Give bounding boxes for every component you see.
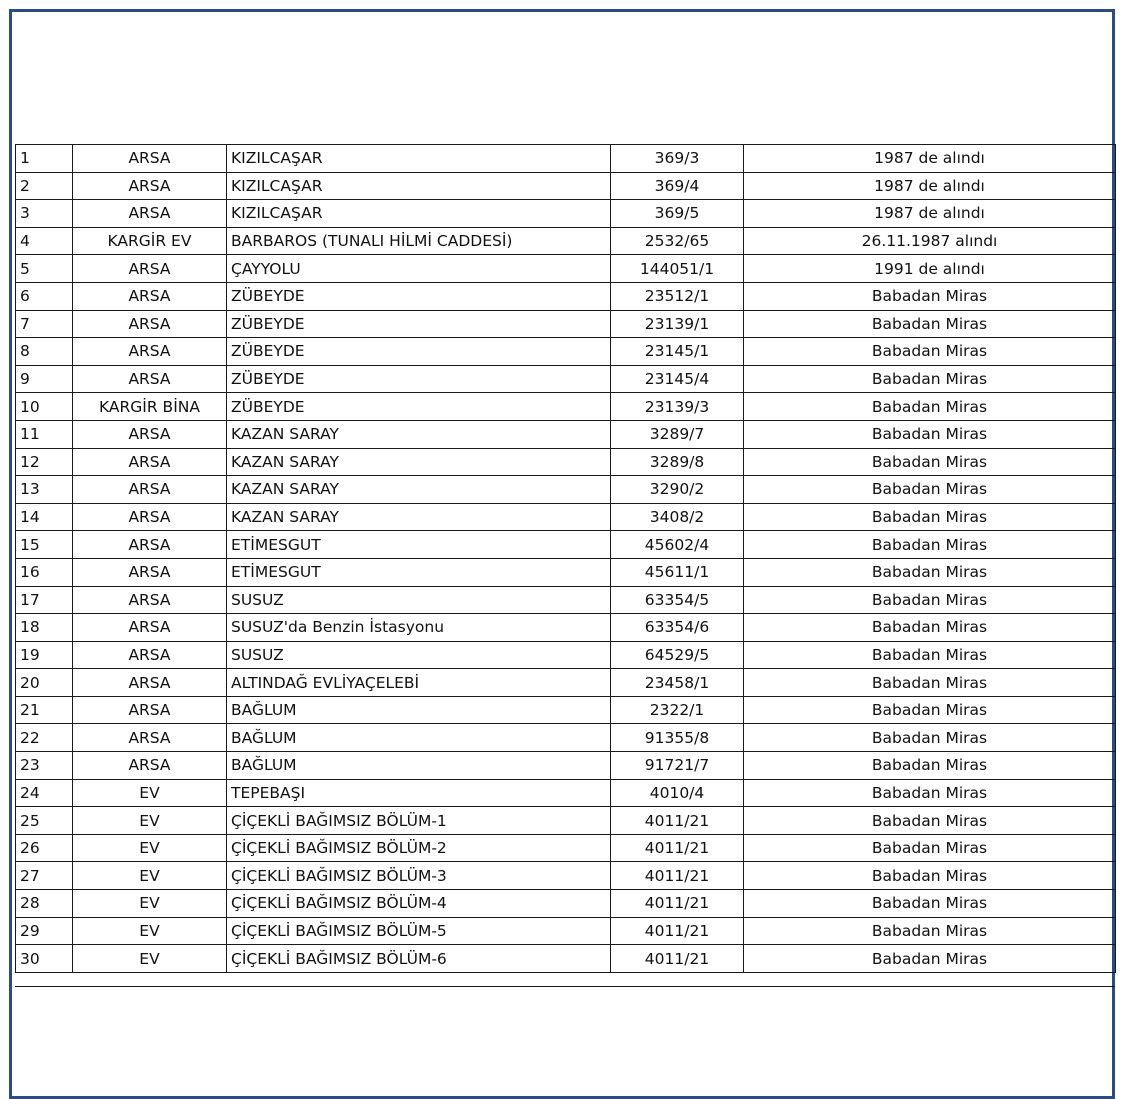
acquisition-note-cell: Babadan Miras <box>744 393 1116 421</box>
table-row <box>16 807 1116 835</box>
property-type-cell: ARSA <box>73 669 227 697</box>
row-number-cell: 15 <box>16 531 73 559</box>
parcel-number-cell: 4011/21 <box>611 807 744 835</box>
property-type-cell: EV <box>73 917 227 945</box>
row-number-cell: 19 <box>16 641 73 669</box>
acquisition-note-cell: Babadan Miras <box>744 917 1116 945</box>
parcel-number-cell: 4010/4 <box>611 779 744 807</box>
table-row <box>16 531 1116 559</box>
parcel-number-cell: 3289/8 <box>611 448 744 476</box>
property-type-cell: ARSA <box>73 338 227 366</box>
property-type-cell: EV <box>73 779 227 807</box>
table-row <box>16 393 1116 421</box>
location-cell: ETİMESGUT <box>227 558 611 586</box>
property-type-cell: ARSA <box>73 586 227 614</box>
table-row <box>16 338 1116 366</box>
parcel-number-cell: 369/3 <box>611 145 744 173</box>
location-cell: SUSUZ'da Benzin İstasyonu <box>227 614 611 642</box>
acquisition-note-cell: Babadan Miras <box>744 890 1116 918</box>
acquisition-note-cell: Babadan Miras <box>744 420 1116 448</box>
parcel-number-cell: 4011/21 <box>611 917 744 945</box>
row-number-cell: 28 <box>16 890 73 918</box>
acquisition-note-cell: Babadan Miras <box>744 696 1116 724</box>
location-cell: ETİMESGUT <box>227 531 611 559</box>
table-row <box>16 227 1116 255</box>
table-row <box>16 200 1116 228</box>
row-number-cell: 4 <box>16 227 73 255</box>
location-cell: KAZAN SARAY <box>227 476 611 504</box>
document-page <box>9 9 1115 1099</box>
acquisition-note-cell: 1987 de alındı <box>744 200 1116 228</box>
location-cell: BAĞLUM <box>227 724 611 752</box>
property-type-cell: KARGİR BİNA <box>73 393 227 421</box>
acquisition-note-cell: Babadan Miras <box>744 586 1116 614</box>
acquisition-note-cell: Babadan Miras <box>744 945 1116 973</box>
table-row <box>16 145 1116 173</box>
table-row <box>16 255 1116 283</box>
parcel-number-cell: 23512/1 <box>611 282 744 310</box>
row-number-cell: 11 <box>16 420 73 448</box>
acquisition-note-cell: Babadan Miras <box>744 779 1116 807</box>
table-row <box>16 310 1116 338</box>
location-cell: KAZAN SARAY <box>227 420 611 448</box>
parcel-number-cell: 369/4 <box>611 172 744 200</box>
acquisition-note-cell: Babadan Miras <box>744 614 1116 642</box>
parcel-number-cell: 91355/8 <box>611 724 744 752</box>
location-cell: BARBAROS (TUNALI HİLMİ CADDESİ) <box>227 227 611 255</box>
location-cell: ZÜBEYDE <box>227 282 611 310</box>
row-number-cell: 25 <box>16 807 73 835</box>
table-row <box>16 614 1116 642</box>
table-row <box>16 669 1116 697</box>
parcel-number-cell: 369/5 <box>611 200 744 228</box>
acquisition-note-cell: Babadan Miras <box>744 669 1116 697</box>
location-cell: ÇİÇEKLİ BAĞIMSIZ BÖLÜM-3 <box>227 862 611 890</box>
table-row <box>16 503 1116 531</box>
location-cell: ZÜBEYDE <box>227 310 611 338</box>
acquisition-note-cell: Babadan Miras <box>744 503 1116 531</box>
row-number-cell: 2 <box>16 172 73 200</box>
acquisition-note-cell: Babadan Miras <box>744 476 1116 504</box>
row-number-cell: 23 <box>16 752 73 780</box>
row-number-cell: 3 <box>16 200 73 228</box>
parcel-number-cell: 91721/7 <box>611 752 744 780</box>
parcel-number-cell: 4011/21 <box>611 834 744 862</box>
acquisition-note-cell: Babadan Miras <box>744 558 1116 586</box>
location-cell: ZÜBEYDE <box>227 393 611 421</box>
table-row <box>16 862 1116 890</box>
acquisition-note-cell: 26.11.1987 alındı <box>744 227 1116 255</box>
property-type-cell: ARSA <box>73 420 227 448</box>
property-type-cell: EV <box>73 890 227 918</box>
parcel-number-cell: 23145/4 <box>611 365 744 393</box>
acquisition-note-cell: 1991 de alındı <box>744 255 1116 283</box>
property-type-cell: ARSA <box>73 282 227 310</box>
row-number-cell: 7 <box>16 310 73 338</box>
acquisition-note-cell: Babadan Miras <box>744 862 1116 890</box>
bottom-divider <box>15 986 1115 987</box>
parcel-number-cell: 3289/7 <box>611 420 744 448</box>
row-number-cell: 22 <box>16 724 73 752</box>
location-cell: SUSUZ <box>227 641 611 669</box>
acquisition-note-cell: 1987 de alındı <box>744 172 1116 200</box>
row-number-cell: 12 <box>16 448 73 476</box>
row-number-cell: 24 <box>16 779 73 807</box>
property-type-cell: ARSA <box>73 724 227 752</box>
row-number-cell: 27 <box>16 862 73 890</box>
acquisition-note-cell: Babadan Miras <box>744 531 1116 559</box>
table-row <box>16 696 1116 724</box>
property-type-cell: ARSA <box>73 558 227 586</box>
location-cell: ZÜBEYDE <box>227 338 611 366</box>
property-table-body <box>16 145 1116 973</box>
location-cell: ÇİÇEKLİ BAĞIMSIZ BÖLÜM-1 <box>227 807 611 835</box>
property-type-cell: ARSA <box>73 696 227 724</box>
parcel-number-cell: 45602/4 <box>611 531 744 559</box>
table-row <box>16 420 1116 448</box>
parcel-number-cell: 3408/2 <box>611 503 744 531</box>
location-cell: KAZAN SARAY <box>227 448 611 476</box>
table-row <box>16 558 1116 586</box>
location-cell: KIZILCAŞAR <box>227 145 611 173</box>
table-row <box>16 448 1116 476</box>
location-cell: SUSUZ <box>227 586 611 614</box>
row-number-cell: 30 <box>16 945 73 973</box>
table-row <box>16 172 1116 200</box>
property-type-cell: ARSA <box>73 200 227 228</box>
parcel-number-cell: 144051/1 <box>611 255 744 283</box>
property-type-cell: ARSA <box>73 255 227 283</box>
property-type-cell: ARSA <box>73 448 227 476</box>
location-cell: KIZILCAŞAR <box>227 200 611 228</box>
property-type-cell: EV <box>73 862 227 890</box>
row-number-cell: 18 <box>16 614 73 642</box>
property-type-cell: ARSA <box>73 531 227 559</box>
parcel-number-cell: 45611/1 <box>611 558 744 586</box>
property-type-cell: ARSA <box>73 310 227 338</box>
parcel-number-cell: 4011/21 <box>611 890 744 918</box>
table-row <box>16 779 1116 807</box>
location-cell: ÇİÇEKLİ BAĞIMSIZ BÖLÜM-4 <box>227 890 611 918</box>
row-number-cell: 26 <box>16 834 73 862</box>
location-cell: ÇİÇEKLİ BAĞIMSIZ BÖLÜM-2 <box>227 834 611 862</box>
parcel-number-cell: 23139/3 <box>611 393 744 421</box>
property-type-cell: EV <box>73 834 227 862</box>
parcel-number-cell: 4011/21 <box>611 945 744 973</box>
property-type-cell: ARSA <box>73 172 227 200</box>
location-cell: ALTINDAĞ EVLİYAÇELEBİ <box>227 669 611 697</box>
location-cell: BAĞLUM <box>227 696 611 724</box>
property-type-cell: ARSA <box>73 614 227 642</box>
row-number-cell: 20 <box>16 669 73 697</box>
location-cell: BAĞLUM <box>227 752 611 780</box>
property-type-cell: ARSA <box>73 365 227 393</box>
parcel-number-cell: 4011/21 <box>611 862 744 890</box>
location-cell: KIZILCAŞAR <box>227 172 611 200</box>
row-number-cell: 13 <box>16 476 73 504</box>
property-type-cell: ARSA <box>73 641 227 669</box>
table-row <box>16 641 1116 669</box>
parcel-number-cell: 3290/2 <box>611 476 744 504</box>
location-cell: ÇAYYOLU <box>227 255 611 283</box>
acquisition-note-cell: Babadan Miras <box>744 834 1116 862</box>
table-row <box>16 282 1116 310</box>
row-number-cell: 29 <box>16 917 73 945</box>
property-type-cell: EV <box>73 807 227 835</box>
parcel-number-cell: 23458/1 <box>611 669 744 697</box>
location-cell: KAZAN SARAY <box>227 503 611 531</box>
acquisition-note-cell: Babadan Miras <box>744 752 1116 780</box>
location-cell: ZÜBEYDE <box>227 365 611 393</box>
property-type-cell: EV <box>73 945 227 973</box>
row-number-cell: 5 <box>16 255 73 283</box>
row-number-cell: 9 <box>16 365 73 393</box>
location-cell: ÇİÇEKLİ BAĞIMSIZ BÖLÜM-6 <box>227 945 611 973</box>
parcel-number-cell: 2532/65 <box>611 227 744 255</box>
acquisition-note-cell: Babadan Miras <box>744 724 1116 752</box>
property-table-container <box>15 144 1115 973</box>
parcel-number-cell: 64529/5 <box>611 641 744 669</box>
acquisition-note-cell: Babadan Miras <box>744 448 1116 476</box>
acquisition-note-cell: Babadan Miras <box>744 282 1116 310</box>
table-row <box>16 365 1116 393</box>
parcel-number-cell: 63354/5 <box>611 586 744 614</box>
property-table <box>15 144 1116 973</box>
table-row <box>16 834 1116 862</box>
parcel-number-cell: 23139/1 <box>611 310 744 338</box>
table-row <box>16 724 1116 752</box>
row-number-cell: 6 <box>16 282 73 310</box>
row-number-cell: 17 <box>16 586 73 614</box>
acquisition-note-cell: Babadan Miras <box>744 641 1116 669</box>
row-number-cell: 10 <box>16 393 73 421</box>
table-row <box>16 476 1116 504</box>
location-cell: TEPEBAŞI <box>227 779 611 807</box>
row-number-cell: 16 <box>16 558 73 586</box>
table-row <box>16 945 1116 973</box>
property-type-cell: ARSA <box>73 476 227 504</box>
acquisition-note-cell: Babadan Miras <box>744 365 1116 393</box>
acquisition-note-cell: Babadan Miras <box>744 807 1116 835</box>
table-row <box>16 917 1116 945</box>
parcel-number-cell: 63354/6 <box>611 614 744 642</box>
acquisition-note-cell: 1987 de alındı <box>744 145 1116 173</box>
property-type-cell: ARSA <box>73 503 227 531</box>
row-number-cell: 1 <box>16 145 73 173</box>
property-type-cell: KARGİR EV <box>73 227 227 255</box>
row-number-cell: 8 <box>16 338 73 366</box>
parcel-number-cell: 2322/1 <box>611 696 744 724</box>
property-type-cell: ARSA <box>73 752 227 780</box>
acquisition-note-cell: Babadan Miras <box>744 310 1116 338</box>
location-cell: ÇİÇEKLİ BAĞIMSIZ BÖLÜM-5 <box>227 917 611 945</box>
acquisition-note-cell: Babadan Miras <box>744 338 1116 366</box>
table-row <box>16 890 1116 918</box>
parcel-number-cell: 23145/1 <box>611 338 744 366</box>
property-type-cell: ARSA <box>73 145 227 173</box>
table-row <box>16 752 1116 780</box>
table-row <box>16 586 1116 614</box>
row-number-cell: 21 <box>16 696 73 724</box>
row-number-cell: 14 <box>16 503 73 531</box>
